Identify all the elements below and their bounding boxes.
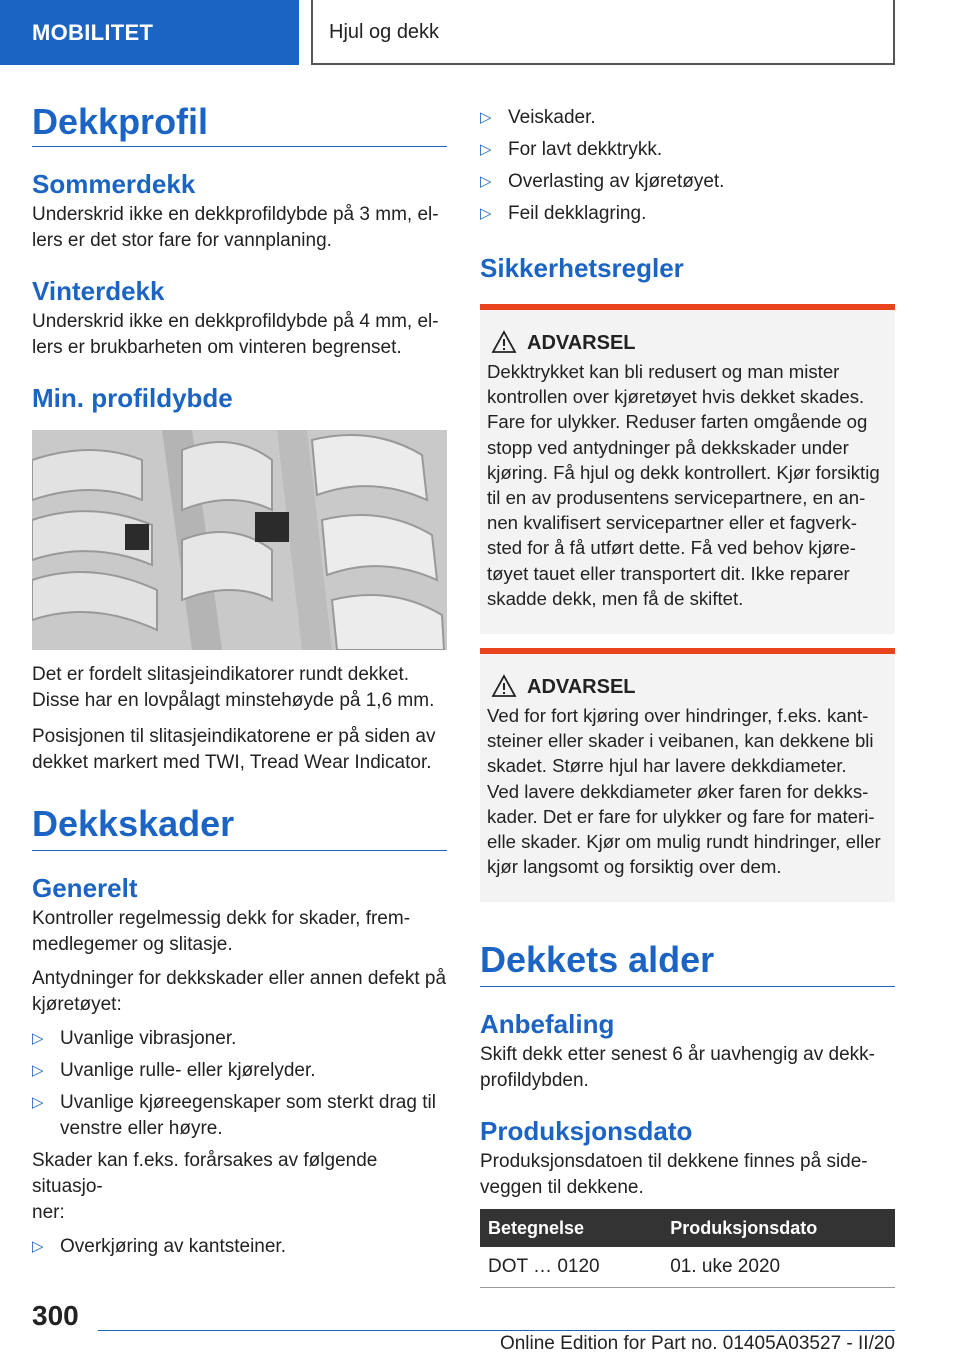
- right-column: [480, 105, 895, 1288]
- section-tab: MOBILITET: [0, 0, 299, 65]
- table-header-row: [480, 1209, 895, 1247]
- text-line: profildybden.: [480, 1070, 589, 1091]
- text-line: skadde dekk, men få de skiftet.: [487, 587, 744, 609]
- list-item-text: Uvanlige vibrasjoner.: [60, 1028, 237, 1049]
- generelt-text-1: [32, 906, 447, 958]
- text-line: nen kvalifisert servicepartner eller et fagverk-: [487, 512, 857, 534]
- triangle-bullet-icon: ▷: [480, 141, 492, 158]
- text-line: lers er brukbarheten om vinteren begrenset.: [32, 337, 402, 358]
- text-line: Underskrid ikke en dekkprofildybde på 3 mm, el-: [32, 204, 439, 225]
- text-line: Produksjonsdatoen til dekkene finnes på side-: [480, 1151, 868, 1172]
- text-line: Antydninger for dekkskader eller annen defekt på: [32, 968, 447, 989]
- chapter-title: Hjul og dekk: [311, 0, 895, 65]
- heading-min-profildybde: Min. profildybde: [32, 383, 233, 413]
- list-item-text: Overlasting av kjøretøyet.: [508, 171, 725, 192]
- text-line: skadet. Større hjul har lavere dekkdiameter.: [487, 755, 847, 777]
- table-row: [480, 1247, 895, 1288]
- text-line: Fare for ulykker. Reduser farten omgående og: [487, 411, 868, 433]
- list-item-text: For lavt dekktrykk.: [508, 139, 663, 160]
- tire-tread-illustration: [32, 430, 447, 650]
- warning-triangle-icon: [491, 674, 517, 704]
- list-item-text: Uvanlige rulle- eller kjørelyder.: [60, 1060, 316, 1081]
- heading-dekkprofil: Dekkprofil: [32, 101, 209, 142]
- divider: [32, 146, 447, 147]
- warning-title: [527, 676, 887, 699]
- text-line: Disse har en lovpålagt minstehøyde på 1,6 mm.: [32, 690, 435, 711]
- triangle-bullet-icon: ▷: [32, 1238, 44, 1255]
- list-item-text: Veiskader.: [508, 107, 596, 128]
- triangle-bullet-icon: ▷: [480, 205, 492, 222]
- text-line: Skift dekk etter senest 6 år uavhengig av dekk-: [480, 1044, 875, 1065]
- sommerdekk-text: [32, 202, 447, 254]
- text-line: steiner eller skader i veibanen, kan dekkene bli: [487, 730, 874, 752]
- text-line: Posisjonen til slitasjeindikatorene er på siden av: [32, 726, 436, 747]
- text-line: kontrollen over kjøretøyet hvis dekket skades.: [487, 386, 865, 408]
- text-line: kjøring. Få hjul og dekk kontrollert. Kjør forsiktig: [487, 461, 880, 483]
- damage-signs-list: [32, 1026, 447, 1142]
- triangle-bullet-icon: ▷: [480, 109, 492, 126]
- minprofil-text-2: [32, 724, 447, 776]
- text-line: Det er fordelt slitasjeindikatorer rundt dekket.: [32, 664, 410, 685]
- text-line: Underskrid ikke en dekkprofildybde på 4 mm, el-: [32, 311, 439, 332]
- page-number: 300: [32, 1300, 79, 1331]
- vinterdekk-text: [32, 309, 447, 361]
- text-line: dekket markert med TWI, Tread Wear Indicator.: [32, 752, 432, 773]
- warning-box-1: [480, 304, 895, 634]
- text-line: ner:: [32, 1202, 65, 1223]
- list-item: [32, 1026, 447, 1052]
- heading-anbefaling: Anbefaling: [480, 1009, 615, 1039]
- list-item-text: Overkjøring av kantsteiner.: [60, 1236, 286, 1257]
- text-line: Skader kan f.eks. forårsakes av følgende situasjo-: [32, 1150, 378, 1197]
- table-cell: 01. uke 2020: [662, 1247, 895, 1288]
- text-line: lers er det stor fare for vannplaning.: [32, 230, 332, 251]
- text-line: kjør langsomt og forsiktig over dem.: [487, 856, 782, 878]
- list-item: [32, 1058, 447, 1084]
- text-line: elle skader. Kjør om mulig rundt hindringer, eller: [487, 831, 881, 853]
- warning-title-text: ADVARSEL: [527, 676, 636, 698]
- generelt-text-2: [32, 966, 447, 1018]
- column-header: Betegnelse: [480, 1209, 662, 1247]
- footer-edition: Online Edition for Part no. 01405A03527 - II/20: [499, 1333, 895, 1354]
- list-item: [480, 169, 895, 195]
- column-header: Produksjonsdato: [662, 1209, 895, 1247]
- list-item: [480, 105, 895, 131]
- heading-dekkets-alder: Dekkets alder: [480, 939, 715, 980]
- generelt-text-3: [32, 1148, 447, 1226]
- list-item: [480, 201, 895, 227]
- text-line: kjøretøyet:: [32, 994, 122, 1015]
- heading-produksjonsdato: Produksjonsdato: [480, 1116, 693, 1146]
- list-item: [32, 1234, 447, 1260]
- divider: [32, 850, 447, 851]
- triangle-bullet-icon: ▷: [32, 1030, 44, 1047]
- text-line: medlegemer og slitasje.: [32, 934, 233, 955]
- left-column: [32, 100, 447, 1260]
- text-line: Dekktrykket kan bli redusert og man mister: [487, 361, 840, 382]
- warning-text: [487, 703, 887, 879]
- warning-title: [527, 332, 887, 355]
- footer-divider: [98, 1330, 895, 1331]
- anbefaling-text: [480, 1042, 895, 1094]
- text-line: Uvanlige kjøreegenskaper som sterkt drag til: [60, 1092, 436, 1113]
- heading-dekkskader: Dekkskader: [32, 803, 235, 844]
- text-line: veggen til dekkene.: [480, 1177, 644, 1198]
- heading-generelt: Generelt: [32, 873, 138, 903]
- text-line: venstre eller høyre.: [60, 1118, 223, 1139]
- text-line: stopp ved antydninger på dekkskader under: [487, 436, 849, 458]
- text-line: Kontroller regelmessig dekk for skader, frem-: [32, 908, 411, 929]
- warning-triangle-icon: [491, 330, 517, 360]
- triangle-bullet-icon: ▷: [32, 1094, 44, 1111]
- damage-causes-list: [480, 105, 895, 227]
- list-item-text: Feil dekklagring.: [508, 203, 647, 224]
- heading-sikkerhetsregler: Sikkerhetsregler: [480, 253, 684, 283]
- list-item: [480, 137, 895, 163]
- text-line: Ved for fort kjøring over hindringer, f.eks. kant-: [487, 705, 869, 726]
- warning-box-2: [480, 648, 895, 902]
- produksjon-text: [480, 1149, 895, 1201]
- text-line: tøyet tauet eller transportert dit. Ikke reparer: [487, 562, 850, 584]
- text-line: til en av produsentens servicepartnere, en an-: [487, 487, 866, 509]
- production-date-table: [480, 1209, 895, 1288]
- warning-text: [487, 359, 887, 611]
- text-line: kader. Det er fare for ulykker og fare for materi-: [487, 805, 875, 827]
- text-line: sted for å få utført dette. Få ved behov kjøre-: [487, 537, 856, 559]
- triangle-bullet-icon: ▷: [32, 1062, 44, 1079]
- heading-sommerdekk: Sommerdekk: [32, 169, 196, 199]
- table-cell: DOT … 0120: [480, 1247, 662, 1288]
- triangle-bullet-icon: ▷: [480, 173, 492, 190]
- list-item: [32, 1090, 447, 1142]
- minprofil-text-1: [32, 662, 447, 714]
- warning-title-text: ADVARSEL: [527, 332, 636, 354]
- heading-vinterdekk: Vinterdekk: [32, 276, 165, 306]
- divider: [480, 986, 895, 987]
- text-line: Ved lavere dekkdiameter øker faren for dekks-: [487, 780, 869, 802]
